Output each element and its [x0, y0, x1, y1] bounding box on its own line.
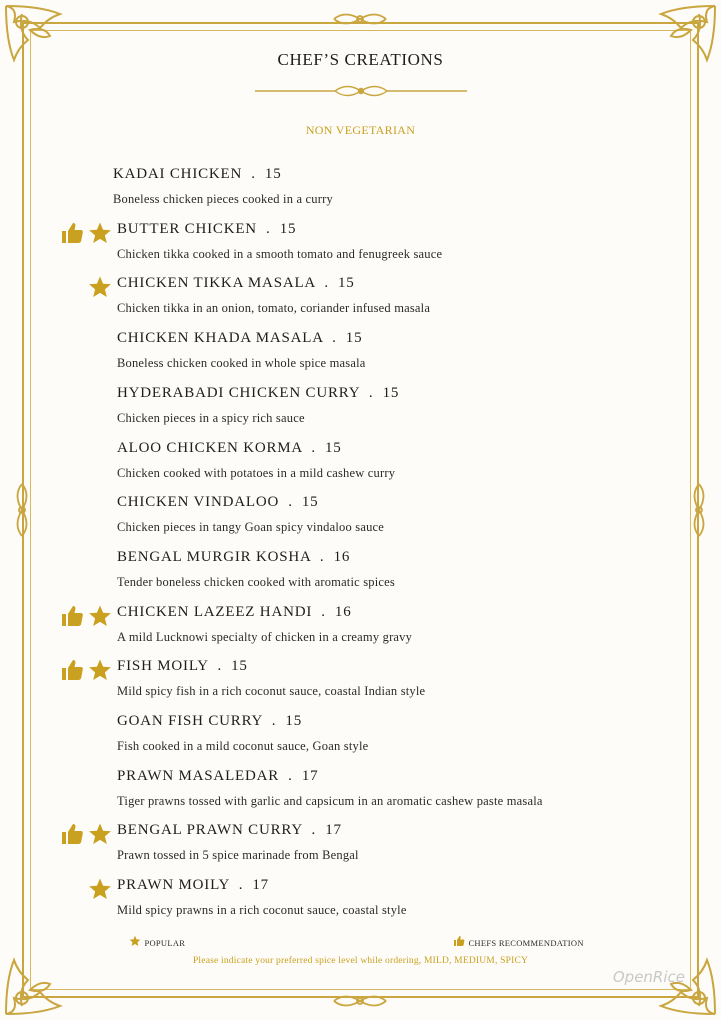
menu-item-name	[117, 768, 318, 785]
menu-item-name	[117, 221, 296, 238]
menu-item-name	[117, 604, 352, 621]
star-icon	[88, 822, 112, 851]
menu-item-price: 15	[301, 494, 319, 510]
menu-item-name	[117, 549, 350, 566]
menu-item-price: 15	[325, 440, 342, 456]
menu-item-description: Chicken pieces in a spicy rich sauce	[117, 411, 305, 425]
menu-item-description: Boneless chicken cooked in whole spice masala	[117, 356, 366, 370]
menu-item	[0, 877, 721, 929]
menu-item	[0, 822, 721, 874]
menu-item-price: 15	[285, 713, 302, 729]
menu-item-price: 15	[279, 221, 297, 237]
menu-item	[0, 330, 721, 382]
menu-item-title: PRAWN MASALEDAR	[117, 768, 280, 784]
menu-item-name	[117, 713, 302, 730]
price-separator: .	[315, 275, 338, 291]
price-separator: .	[359, 385, 383, 401]
star-icon	[88, 877, 112, 906]
menu-item-title: CHICKEN LAZEEZ HANDI	[117, 604, 313, 620]
thumbs-up-icon	[60, 822, 84, 851]
price-separator: .	[302, 822, 326, 838]
price-separator: .	[323, 330, 346, 346]
menu-item-description: Mild spicy fish in a rich coconut sauce, coastal Indian style	[117, 684, 426, 698]
menu-item-price: 15	[264, 166, 282, 182]
menu-item-price: 16	[333, 549, 351, 565]
price-separator: .	[242, 166, 265, 182]
menu-item-title: HYDERABADI CHICKEN CURRY	[117, 385, 360, 401]
star-icon	[88, 275, 112, 304]
menu-item	[0, 166, 721, 218]
star-icon	[88, 604, 112, 633]
star-icon	[128, 935, 142, 947]
price-separator: .	[229, 877, 253, 893]
menu-item-name	[117, 385, 399, 402]
menu-item-title: KADAI CHICKEN	[113, 166, 243, 182]
thumbs-up-icon	[60, 604, 84, 633]
menu-item-name	[117, 822, 342, 839]
menu-item-price: 15	[231, 658, 248, 674]
title-divider-ornament-icon	[255, 80, 467, 102]
scroll-ornament-icon	[330, 8, 390, 30]
menu-item-price: 15	[345, 330, 363, 346]
menu-item-description: Prawn tossed in 5 spice marinade from Bengal	[117, 848, 359, 862]
menu-item-title: BENGAL PRAWN CURRY	[117, 822, 303, 838]
menu-item-description: Tender boneless chicken cooked with aromatic spices	[117, 575, 395, 589]
menu-item	[0, 658, 721, 710]
menu-item-price: 15	[382, 385, 400, 401]
menu-item	[0, 385, 721, 437]
menu-item-description: Mild spicy prawns in a rich coconut sauce, coastal style	[117, 903, 407, 917]
menu-item-price: 15	[337, 275, 355, 291]
menu-item-title: CHICKEN KHADA MASALA	[117, 330, 324, 346]
menu-item-description: Chicken tikka in an onion, tomato, coriander infused masala	[117, 301, 431, 315]
menu-item-title: ALOO CHICKEN KORMA	[117, 440, 303, 456]
menu-item-price: 17	[301, 768, 319, 784]
legend-popular-label: POPULAR	[144, 938, 186, 948]
menu-item-title: PRAWN MOILY	[117, 877, 230, 893]
price-separator: .	[262, 713, 286, 729]
legend-recommended	[452, 935, 584, 948]
page-title: CHEF’S CREATIONS	[277, 50, 444, 69]
menu-item-title: CHICKEN TIKKA MASALA	[117, 275, 316, 291]
menu-item	[0, 221, 721, 273]
price-separator: .	[279, 768, 302, 784]
menu-item-name	[117, 658, 248, 675]
menu-item	[0, 604, 721, 656]
menu-item-name	[117, 877, 269, 894]
menu-item-title: GOAN FISH CURRY	[117, 713, 263, 729]
scroll-ornament-icon	[330, 990, 390, 1012]
price-separator: .	[256, 221, 280, 237]
corner-ornament-icon	[0, 940, 80, 1020]
price-separator: .	[208, 658, 232, 674]
menu-item-price: 17	[252, 877, 269, 893]
menu-item	[0, 494, 721, 546]
price-separator: .	[310, 549, 334, 565]
star-icon	[88, 658, 112, 687]
watermark: OpenRice	[612, 968, 685, 986]
menu-item-title: BUTTER CHICKEN	[117, 221, 257, 237]
menu-item-title: FISH MOILY	[117, 658, 209, 674]
menu-item-description: Chicken pieces in tangy Goan spicy vindaloo sauce	[117, 520, 385, 534]
price-separator: .	[312, 604, 335, 620]
thumbs-up-icon	[60, 658, 84, 687]
legend-recommended-label: CHEFS RECOMMENDATION	[468, 938, 584, 948]
menu-item-price: 16	[334, 604, 352, 620]
menu-item-name	[117, 330, 362, 347]
section-heading: NON VEGETARIAN	[305, 123, 416, 137]
price-separator: .	[279, 494, 302, 510]
spice-level-note: Please indicate your preferred spice level while ordering, MILD, MEDIUM, SPICY	[192, 956, 529, 966]
menu-item	[0, 549, 721, 601]
menu-item-description: Tiger prawns tossed with garlic and capsicum in an aromatic cashew paste masala	[117, 794, 543, 808]
legend-popular	[128, 935, 185, 948]
menu-item-description: A mild Lucknowi specialty of chicken in a creamy gravy	[117, 630, 413, 644]
menu-item-description: Chicken cooked with potatoes in a mild cashew curry	[117, 466, 396, 480]
menu-item	[0, 768, 721, 820]
thumbs-up-icon	[60, 221, 84, 250]
menu-item-title: BENGAL MURGIR KOSHA	[117, 549, 311, 565]
menu-item-description: Boneless chicken pieces cooked in a curry	[113, 192, 333, 206]
menu-item-name	[117, 440, 342, 457]
thumbs-up-icon	[452, 935, 466, 947]
price-separator: .	[302, 440, 325, 456]
menu-item-title: CHICKEN VINDALOO	[117, 494, 280, 510]
star-icon	[88, 221, 112, 250]
menu-item	[0, 713, 721, 765]
menu-item	[0, 440, 721, 492]
menu-item-price: 17	[325, 822, 342, 838]
menu-item-description: Fish cooked in a mild coconut sauce, Goan style	[117, 739, 369, 753]
menu-item-name	[117, 275, 355, 292]
menu-item-name	[113, 166, 282, 183]
menu-item	[0, 275, 721, 327]
menu-item-description: Chicken tikka cooked in a smooth tomato and fenugreek sauce	[117, 247, 443, 261]
menu-item-name	[117, 494, 318, 511]
